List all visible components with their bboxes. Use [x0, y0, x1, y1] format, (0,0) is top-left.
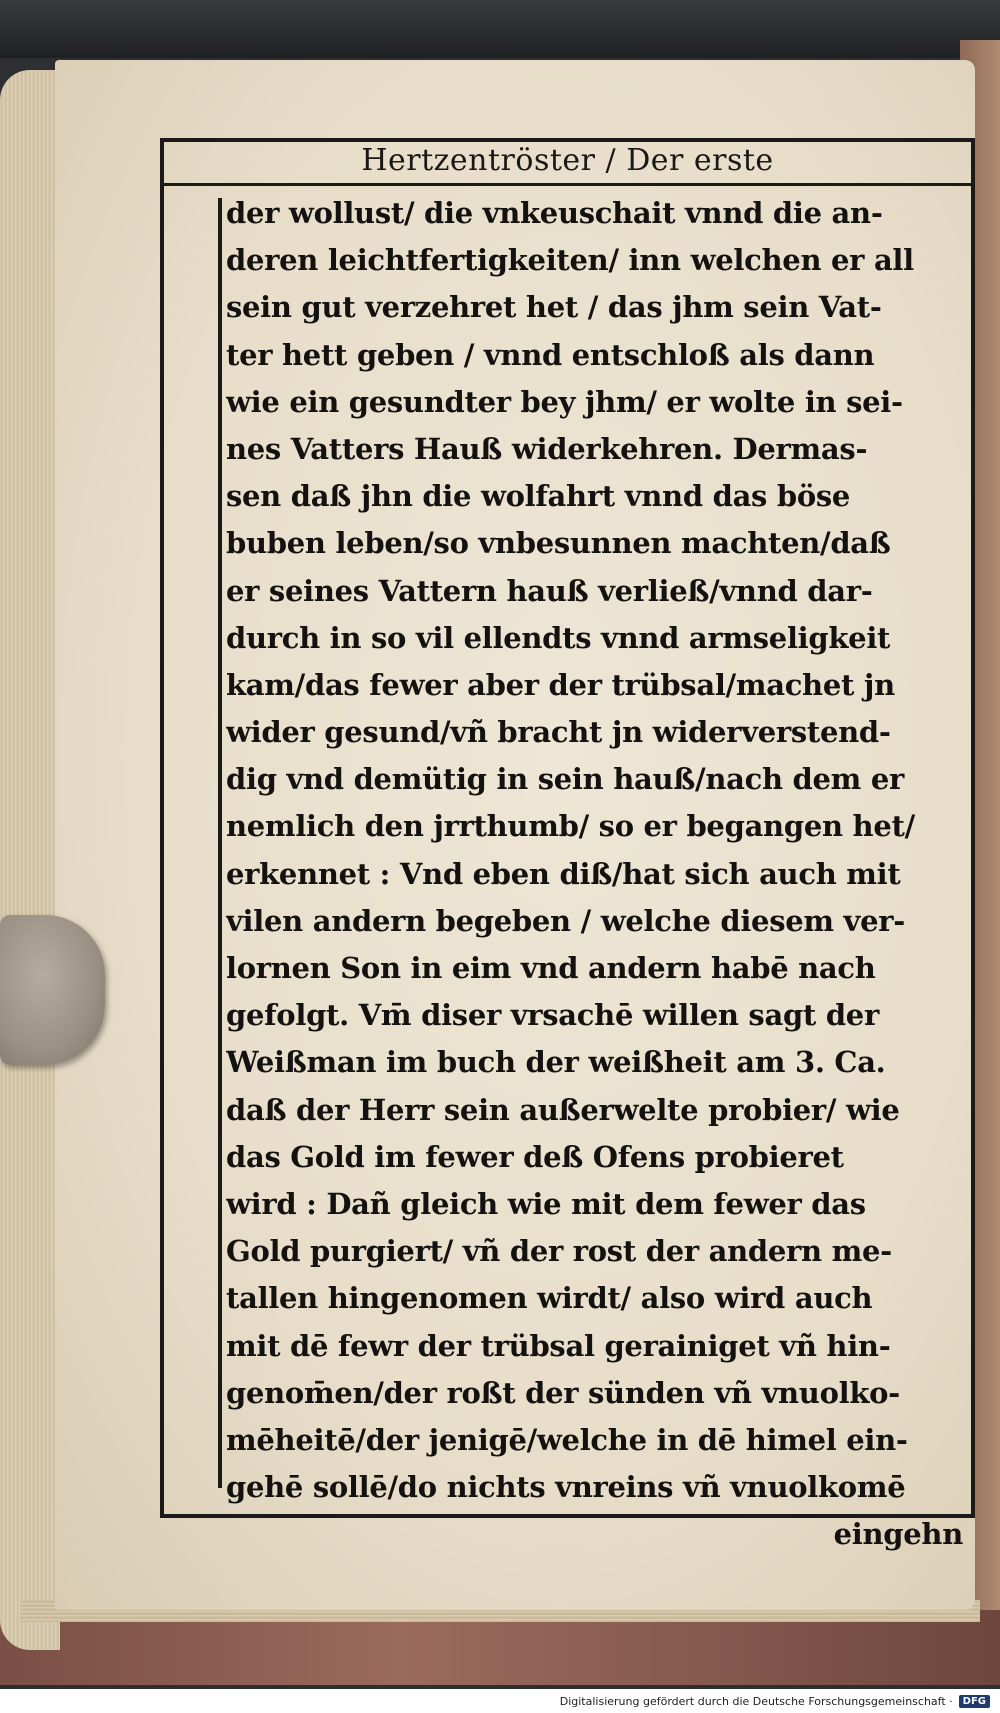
running-head: [160, 138, 975, 186]
text-line: erkennet : Vnd eben diß/hat sich auch mit: [226, 856, 901, 891]
text-line: das Gold im fewer deß Ofens probieret: [226, 1139, 844, 1174]
text-line: mēheitē/der jenigē/welche in dē himel ein-: [226, 1422, 908, 1457]
text-line: Weißman im buch der weißheit am 3. Ca.: [226, 1045, 886, 1080]
funding-note: Digitalisierung gefördert durch die Deutsche Forschungsgemeinschaft ·: [559, 1694, 953, 1708]
text-line: vilen andern begeben / welche diesem ver-: [226, 903, 905, 938]
text-line: gefolgt. Vm̄ diser vrsachē willen sagt der: [226, 998, 879, 1033]
text-line: der wollust/ die vnkeuschait vnnd die an-: [226, 196, 883, 230]
text-line: Gold purgiert/ vñ der rost der andern me-: [226, 1234, 892, 1269]
text-line: lornen Son in eim vnd andern habē nach: [226, 951, 876, 985]
text-line: wider gesund/vñ bracht jn widerverstend-: [226, 715, 891, 750]
text-line: sen daß jhn die wolfahrt vnnd das böse: [226, 479, 851, 514]
catchword: eingehn: [833, 1517, 963, 1552]
scanner-background: [0, 0, 1000, 58]
text-line: nemlich den jrrthumb/ so er begangen het/: [226, 809, 915, 844]
text-line: wird : Dañ gleich wie mit dem fewer das: [226, 1186, 866, 1221]
text-line: er seines Vattern hauß verließ/vnnd dar-: [226, 573, 873, 608]
text-line: dig vnd demütig in sein hauß/nach dem er: [226, 762, 904, 797]
text-line: mit dē fewr der trübsal gerainiget vñ hin-: [226, 1328, 891, 1363]
text-line: ter hett geben / vnnd entschloß als dann: [226, 337, 875, 372]
text-line: nes Vatters Hauß widerkehren. Dermas-: [226, 431, 868, 466]
margin-rule: [218, 198, 222, 1488]
body-text: [226, 190, 971, 1558]
text-line: tallen hingenomen wirdt/ also wird auch: [226, 1281, 873, 1316]
text-line: durch in so vil ellendts vnnd armseligkeit: [226, 620, 891, 655]
text-line: buben leben/so vnbesunnen machten/daß: [226, 526, 891, 561]
text-line: genom̄en/der roßt der sünden vñ vnuolko-: [226, 1375, 900, 1410]
text-line: sein gut verzehret het / das jhm sein Vat-: [226, 290, 882, 325]
text-line: kam/das fewer aber der trübsal/machet jn: [226, 667, 895, 702]
text-line: gehē sollē/do nichts vnreins vñ vnuolkomē: [226, 1470, 906, 1505]
text-line: daß der Herr sein außerwelte probier/ wie: [226, 1092, 900, 1127]
running-head-text: Hertzentröster / Der erste: [361, 143, 774, 178]
text-line: deren leichtfertigkeiten/ inn welchen er all: [226, 243, 914, 278]
dfg-logo-icon: DFG: [959, 1695, 990, 1708]
footer: [0, 1689, 1000, 1713]
text-line: wie ein gesundter bey jhm/ er wolte in sei-: [226, 384, 903, 419]
page-stack-left: [0, 70, 60, 1650]
page-clip: [0, 915, 105, 1065]
